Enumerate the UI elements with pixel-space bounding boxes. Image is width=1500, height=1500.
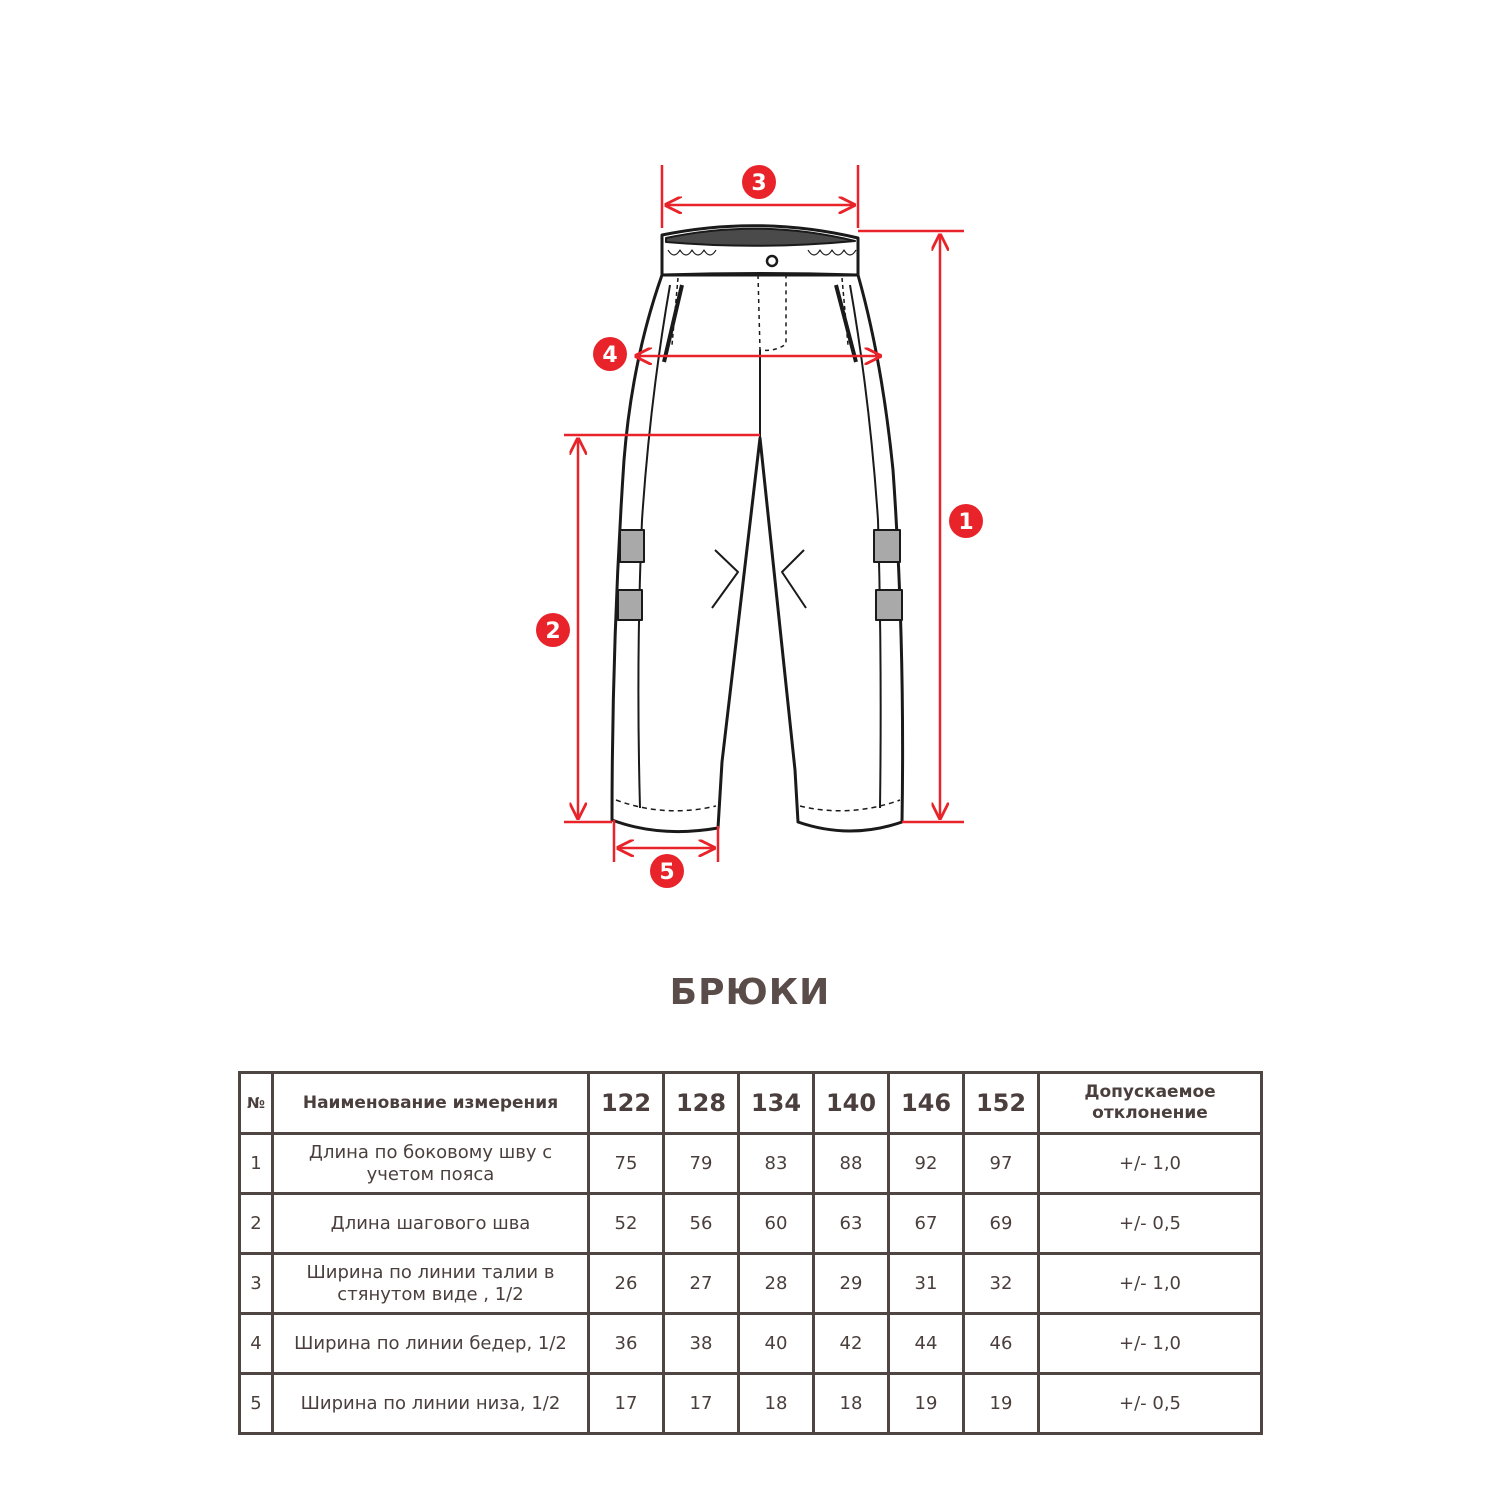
header-size: 128 [664,1073,739,1134]
row-num: 1 [240,1134,273,1194]
row-value: 52 [589,1194,664,1254]
row-value: 83 [739,1134,814,1194]
row-num: 5 [240,1374,273,1434]
svg-text:2: 2 [545,619,561,644]
row-value: 26 [589,1254,664,1314]
row-value: 19 [889,1374,964,1434]
row-value: 88 [814,1134,889,1194]
row-num: 2 [240,1194,273,1254]
row-value: 31 [889,1254,964,1314]
row-value: 63 [814,1194,889,1254]
table-row [240,1134,1262,1194]
row-value: 36 [589,1314,664,1374]
row-value: 17 [589,1374,664,1434]
pants-illustration [612,226,903,832]
table-row [240,1254,1262,1314]
row-value: 38 [664,1314,739,1374]
row-value: 67 [889,1194,964,1254]
header-name: Наименование измерения [273,1073,589,1134]
svg-text:5: 5 [659,860,675,885]
callout-1 [949,504,983,538]
row-num: 3 [240,1254,273,1314]
row-value: 44 [889,1314,964,1374]
row-value: 56 [664,1194,739,1254]
row-value: 27 [664,1254,739,1314]
header-tolerance: Допускаемое отклонение [1039,1073,1262,1134]
row-value: 75 [589,1134,664,1194]
row-value: 92 [889,1134,964,1194]
callout-4 [593,337,627,371]
row-name: Ширина по линии бедер, 1/2 [273,1314,589,1374]
row-name: Ширина по линии низа, 1/2 [273,1374,589,1434]
svg-text:3: 3 [751,171,767,196]
svg-text:1: 1 [958,510,974,535]
row-value: 79 [664,1134,739,1194]
callout-3 [742,165,776,199]
row-tolerance: +/- 0,5 [1039,1374,1262,1434]
header-size: 122 [589,1073,664,1134]
row-value: 42 [814,1314,889,1374]
header-size: 140 [814,1073,889,1134]
header-num: № [240,1073,273,1134]
callout-5 [650,854,684,888]
table-row [240,1374,1262,1434]
row-value: 69 [964,1194,1039,1254]
row-value: 18 [814,1374,889,1434]
svg-text:4: 4 [602,343,618,368]
row-name: Длина шагового шва [273,1194,589,1254]
header-size: 146 [889,1073,964,1134]
row-value: 32 [964,1254,1039,1314]
row-tolerance: +/- 1,0 [1039,1314,1262,1374]
page-title: БРЮКИ [669,972,831,1013]
row-value: 60 [739,1194,814,1254]
row-value: 29 [814,1254,889,1314]
row-value: 17 [664,1374,739,1434]
row-name: Длина по боковому шву с учетом пояса [273,1134,589,1194]
row-value: 40 [739,1314,814,1374]
row-tolerance: +/- 1,0 [1039,1134,1262,1194]
size-table [238,1071,1263,1435]
row-name: Ширина по линии талии в стянутом виде , 1/2 [273,1254,589,1314]
row-value: 46 [964,1314,1039,1374]
row-value: 19 [964,1374,1039,1434]
row-value: 18 [739,1374,814,1434]
row-tolerance: +/- 0,5 [1039,1194,1262,1254]
row-value: 97 [964,1134,1039,1194]
table-header-row [240,1073,1262,1134]
row-tolerance: +/- 1,0 [1039,1254,1262,1314]
callout-2 [536,613,570,647]
table-row [240,1314,1262,1374]
header-size: 152 [964,1073,1039,1134]
header-size: 134 [739,1073,814,1134]
table-row [240,1194,1262,1254]
row-value: 28 [739,1254,814,1314]
row-num: 4 [240,1314,273,1374]
